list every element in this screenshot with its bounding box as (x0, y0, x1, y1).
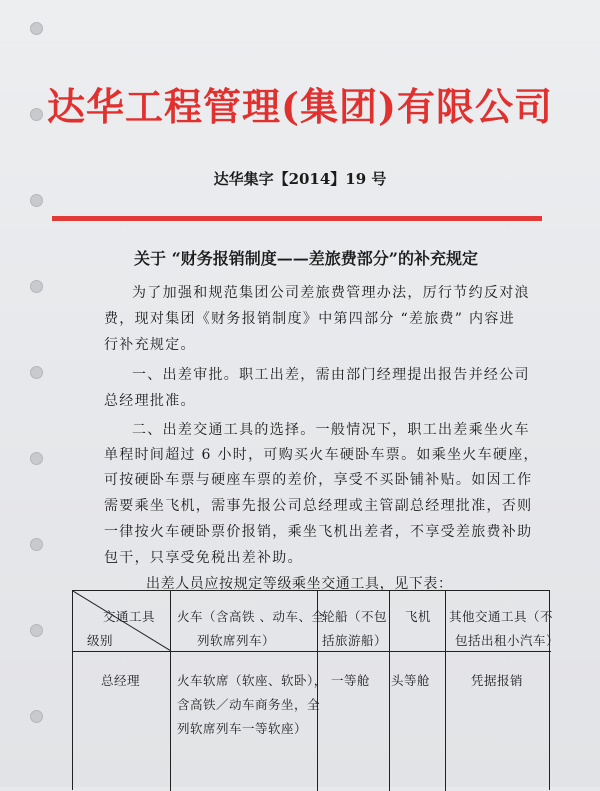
paragraph-line: 行补充规定。 (104, 337, 196, 353)
letterhead-red-rule (52, 216, 542, 221)
header-ship: 轮船（不包 (322, 609, 388, 624)
row-ship-value: 一等舱 (331, 673, 371, 688)
table-column-divider (170, 591, 171, 791)
header-other: 包括出租小汽车） (455, 633, 560, 648)
paragraph-line: 总经理批准。 (104, 393, 196, 409)
paragraph-line: 为了加强和规范集团公司差旅费管理办法，厉行节约反对浪 (132, 285, 530, 301)
document-number: 达华集字【2014】19 号 (213, 170, 387, 188)
paragraph-line: 一、出差审批。职工出差，需由部门经理提出报告并经公司 (132, 367, 530, 383)
header-corner-level: 级别 (87, 633, 114, 648)
paragraph-line: 费，现对集团《财务报销制度》中第四部分 “差旅费” 内容进 (104, 311, 515, 327)
binder-hole (30, 22, 43, 35)
table-column-divider (389, 591, 390, 791)
binder-hole (30, 194, 43, 207)
transport-standard-table (72, 590, 560, 790)
row-plane-value: 头等舱 (391, 673, 431, 688)
header-train: 火车（含高铁 、动车、全 (177, 609, 325, 624)
row-train-value: 火车软席（软座、软卧）， (177, 673, 327, 688)
header-ship: 括旅游船） (322, 633, 388, 648)
header-other: 其他交通工具（不 (449, 609, 554, 624)
table-row-divider (73, 651, 551, 652)
paragraph-line: 可按硬卧车票与硬座车票的差价，享受不买卧铺补贴。如因工作 (104, 472, 533, 488)
document-subject: 关于 “财务报销制度——差旅费部分”的补充规定 (134, 249, 478, 268)
table-column-divider (445, 591, 446, 791)
paragraph-line: 需要乘坐飞机，需事先报公司总经理或主管副总经理批准，否则 (104, 498, 533, 514)
paragraph-line: 包干，只享受免税出差补助。 (104, 550, 303, 566)
header-plane: 飞机 (405, 609, 432, 624)
row-other-value: 凭据报销 (471, 673, 524, 688)
table-intro-line: 出差人员应按规定等级乘坐交通工具，见下表： (146, 576, 453, 592)
binder-hole (30, 710, 43, 723)
binder-hole (30, 280, 43, 293)
row-train-value: 列软席列车一等软座） (177, 721, 308, 736)
binder-hole (30, 624, 43, 637)
binder-hole (30, 538, 43, 551)
header-corner-transport: 交通工具 (103, 609, 156, 624)
company-letterhead-title: 达华工程管理(集团)有限公司 (47, 84, 553, 129)
binder-hole (30, 452, 43, 465)
paragraph-line: 一律按火车硬卧票价报销，乘坐飞机出差者，不享受差旅费补助 (104, 524, 533, 540)
binder-hole (30, 366, 43, 379)
row-train-value: 含高铁／动车商务坐，全 (177, 697, 321, 712)
row-level-general-manager: 总经理 (101, 673, 141, 688)
paragraph-line: 二、出差交通工具的选择。一般情况下，职工出差乘坐火车 (132, 422, 530, 438)
paragraph-line: 单程时间超过 6 小时，可购买火车硬卧车票。如乘坐火车硬座， (104, 447, 539, 463)
header-train: 列软席列车） (197, 633, 276, 648)
